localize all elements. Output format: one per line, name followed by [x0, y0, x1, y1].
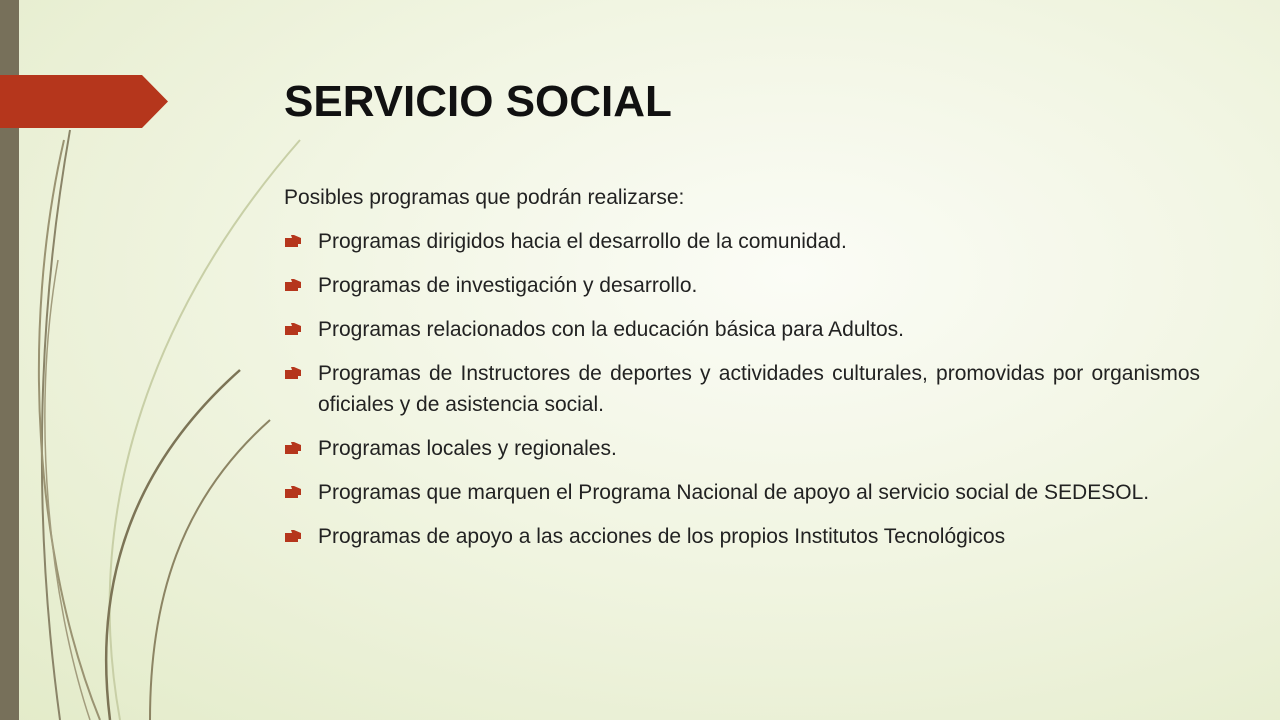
- pointing-hand-icon: [284, 233, 302, 249]
- intro-text: Posibles programas que podrán realizarse:: [284, 186, 685, 209]
- program-list: [284, 226, 1200, 565]
- pointing-hand-icon: [284, 484, 302, 500]
- list-item: [284, 270, 1200, 301]
- list-item-text: Programas que marquen el Programa Nacional de apoyo al servicio social de SEDESOL.: [318, 481, 1150, 504]
- list-item: [284, 477, 1200, 508]
- pointing-hand-icon: [284, 321, 302, 337]
- list-item: [284, 521, 1200, 552]
- list-item: [284, 314, 1200, 345]
- list-item-text: Programas de investigación y desarrollo.: [318, 274, 698, 297]
- pointing-hand-icon: [284, 440, 302, 456]
- list-item-text: Programas dirigidos hacia el desarrollo de la comunidad.: [318, 230, 847, 253]
- pointing-hand-icon: [284, 365, 302, 381]
- list-item-text: Programas de Instructores de deportes y actividades culturales, promovidas por organismos oficiales y de asistencia social.: [318, 362, 1200, 416]
- list-item: [284, 358, 1200, 420]
- slide-title: SERVICIO SOCIAL: [284, 77, 672, 126]
- list-item: [284, 226, 1200, 257]
- list-item-text: Programas de apoyo a las acciones de los propios Institutos Tecnológicos: [318, 525, 1006, 548]
- list-item-text: Programas relacionados con la educación básica para Adultos.: [318, 318, 905, 341]
- list-item: [284, 433, 1200, 464]
- title-arrow-shape: [0, 75, 168, 128]
- pointing-hand-icon: [284, 528, 302, 544]
- list-item-text: Programas locales y regionales.: [318, 437, 617, 460]
- pointing-hand-icon: [284, 277, 302, 293]
